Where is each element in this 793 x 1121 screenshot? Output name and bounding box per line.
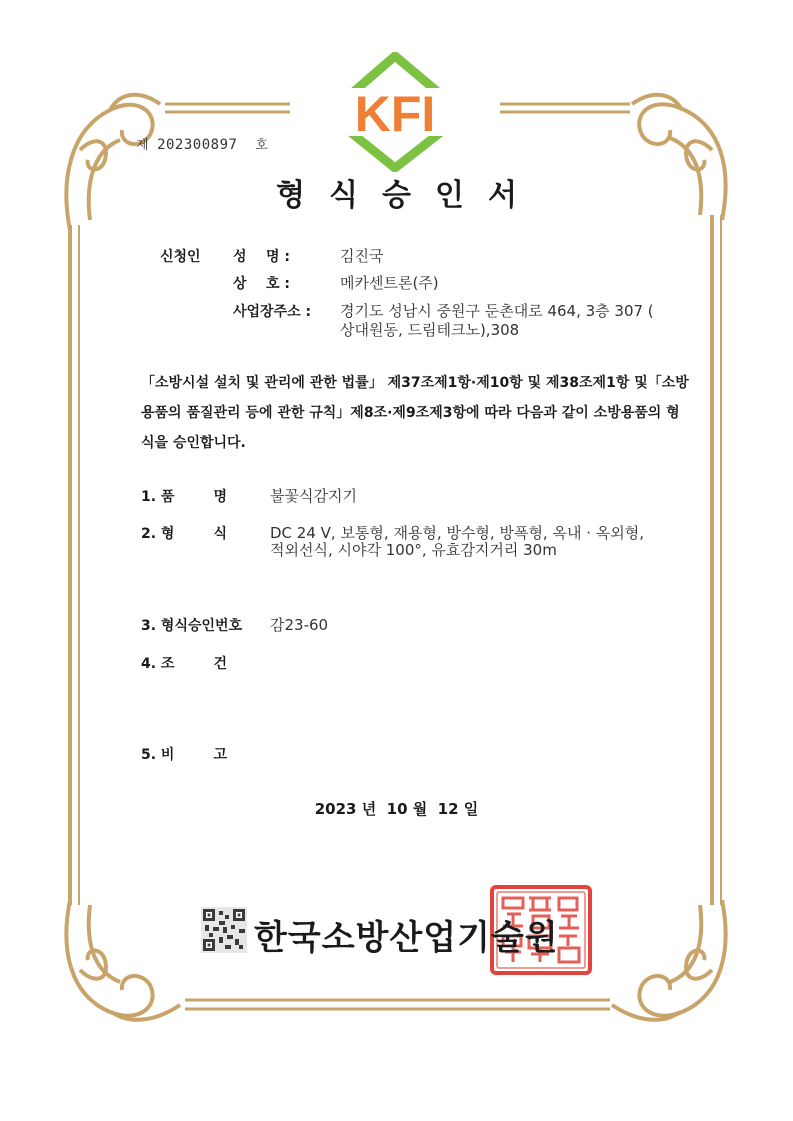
logo-text: KFI [354,86,436,142]
company-label: 상 호 : [233,276,291,292]
certificate-number [136,134,268,153]
name-label: 성 명 : [233,249,291,265]
applicant-label: 신청인 [160,249,201,265]
bottom-right-flourish [612,900,726,1020]
statement-line-3: 식을 승인합니다. [141,435,246,451]
address-label: 사업장주소 : [233,304,312,320]
item-2-value-line-2: 적외선식, 시야각 100°, 유효감지거리 30m [270,541,557,559]
item-2-label: 2. 형 식 [141,526,227,542]
item-3-label: 3. 형식승인번호 [141,618,243,634]
statement-line-1: 「소방시설 설치 및 관리에 관한 법률」 제37조제1항·제10항 및 제38조제1항 및「소방 [141,375,689,391]
issue-date: 2023 년 10 월 12 일 [314,800,479,818]
item-3-value: 감23-60 [270,616,329,634]
cert-number-value: 202300897 [157,137,238,153]
cert-number-suffix: 호 [255,138,269,153]
page-title: 형식승인서 [276,178,541,213]
approval-statement [141,368,689,458]
address-line-1: 경기도 성남시 중원구 둔촌대로 464, 3층 307 ( [340,302,654,320]
kfi-logo [320,52,470,172]
qr-code-icon [201,907,247,953]
bottom-left-flourish [66,900,180,1020]
item-2-value-line-1: DC 24 V, 보통형, 재용형, 방수형, 방폭형, 옥내 · 옥외형, [270,524,644,542]
cert-number-prefix: 제 [136,138,150,153]
item-4-label: 4. 조 건 [141,656,227,672]
statement-line-2: 용품의 품질관리 등에 관한 규칙」제8조·제9조제3항에 따라 다음과 같이 소방용품의 형 [141,405,680,421]
address-line-2: 상대원동, 드림테크노),308 [340,321,520,339]
name-value: 김진국 [340,247,384,265]
company-value: 메카센트론(주) [340,274,439,292]
item-1-label: 1. 품 명 [141,489,227,505]
issuer-name: 한국소방산업기술원 [254,918,559,958]
item-5-label: 5. 비 고 [141,747,227,763]
item-1-value: 불꽃식감지기 [270,487,357,505]
